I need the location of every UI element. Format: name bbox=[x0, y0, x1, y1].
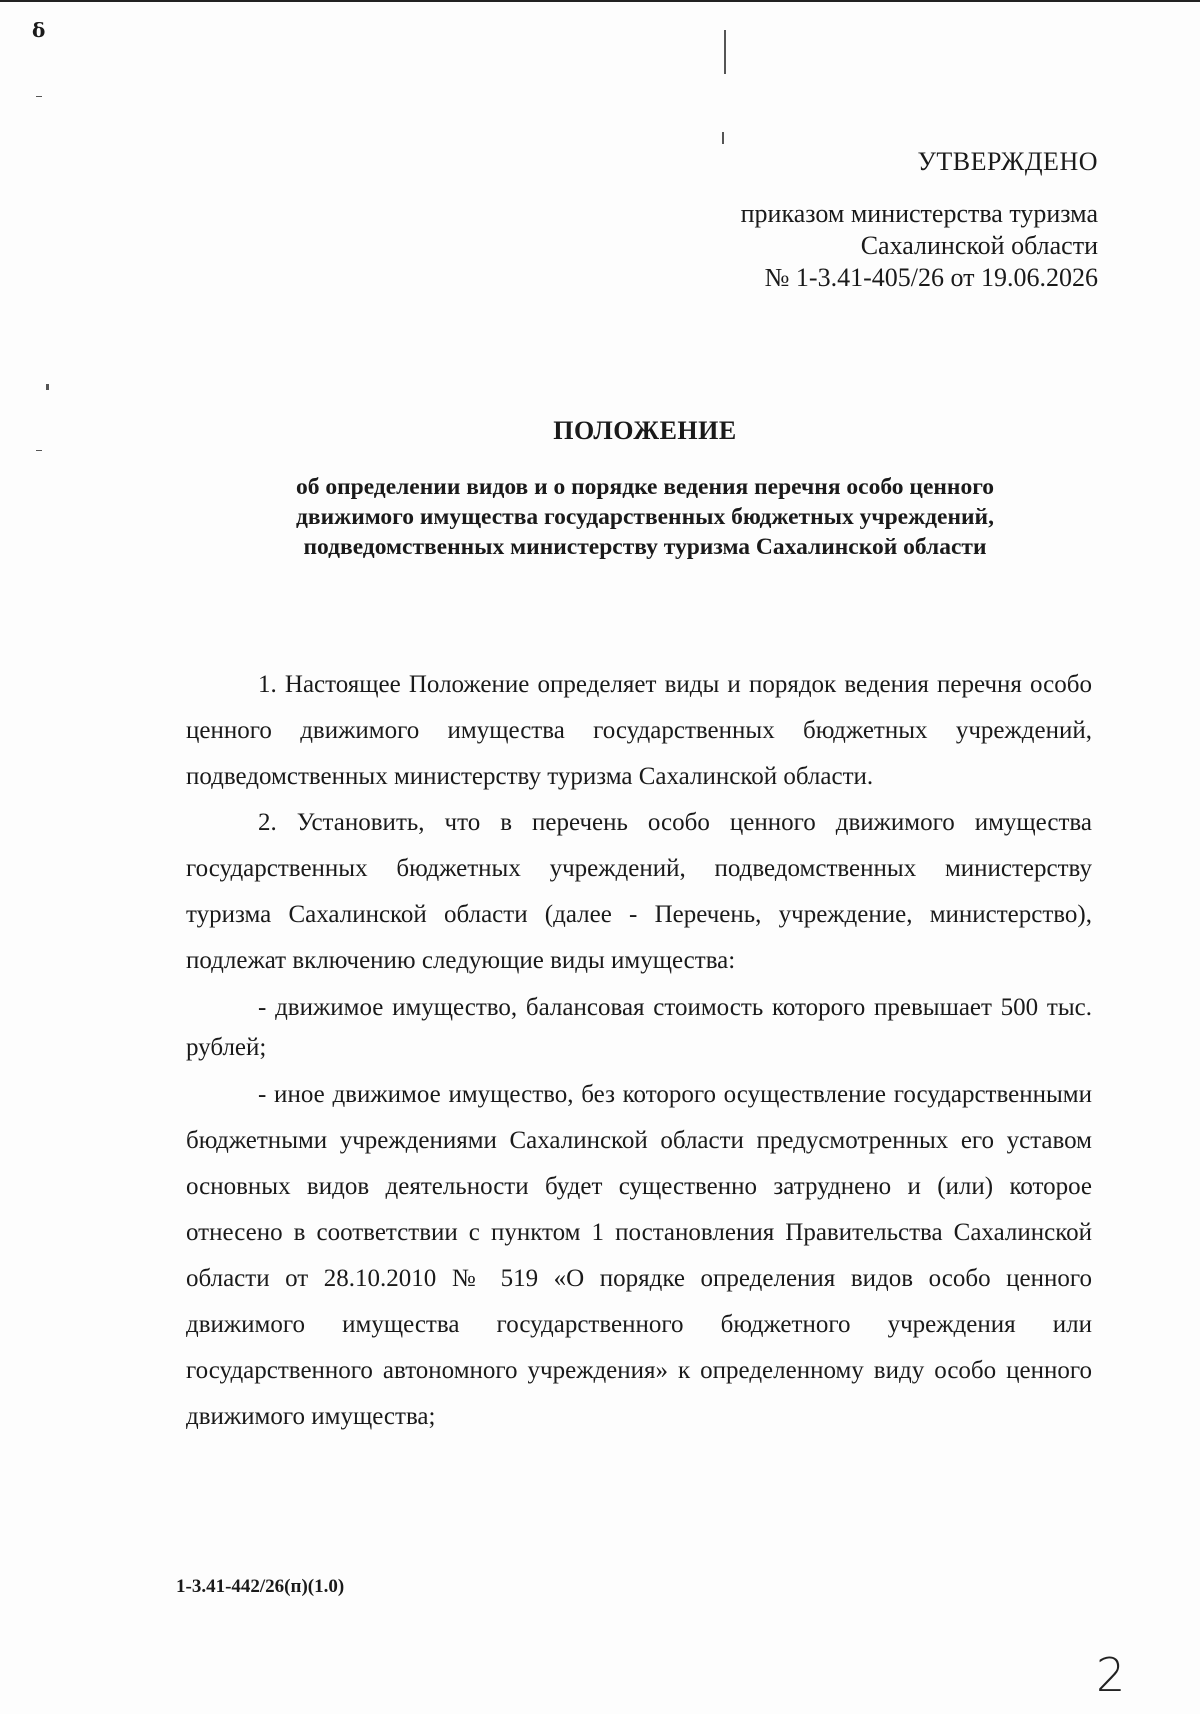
top-border-line bbox=[0, 0, 1200, 2]
list-item-balance-value: - движимое имущество, балансовая стоимость которого превышает 500 тыс. рублей; bbox=[186, 994, 1092, 1061]
document-body bbox=[186, 662, 1092, 1440]
document-code: 1-3.41-442/26(п)(1.0) bbox=[176, 1576, 345, 1597]
approval-order-line: приказом министерства туризма bbox=[740, 199, 1098, 228]
paragraph-2: 2. Установить, что в перечень особо ценного движимого имущества государственных бюджетных учреждений, подведомственных министерству туризма Сахалинской области (далее - Перечень, учреждение, министерство), подлежат включению следующие виды имущества: bbox=[186, 809, 1092, 974]
scan-corner-mark: ẟ bbox=[32, 20, 46, 42]
paragraph-1: 1. Настоящее Положение определяет виды и порядок ведения перечня особо ценного движимого имущества государственных бюджетных учреждений, подведомственных министерству туризма Сахалинской области. bbox=[186, 671, 1092, 790]
subtitle-line: подведомственных министерству туризма Сахалинской области bbox=[303, 534, 987, 560]
scan-artifact-mark bbox=[36, 450, 42, 451]
scan-artifact-mark bbox=[722, 132, 724, 144]
list-item-other-property: - иное движимое имущество, без которого осуществление государственными бюджетными учреждениями Сахалинской области предусмотренных его уставом основных видов деятельности будет существенно затруднено и (или) которое отнесено в соответствии с пунктом 1 постановления Правительства Сахалинской области от 28.10.2010 № 519 «О порядке определения видов особо ценного движимого имущества государственного бюджетного учреждения или государственного автономного учреждения» к определенному виду особо ценного движимого имущества; bbox=[186, 1081, 1092, 1430]
subtitle-line: движимого имущества государственных бюджетных учреждений, bbox=[296, 504, 994, 530]
approval-block bbox=[741, 146, 1098, 294]
document-subtitle bbox=[190, 472, 1100, 562]
approval-stamp: УТВЕРЖДЕНО bbox=[917, 147, 1098, 176]
document-title-block bbox=[190, 416, 1100, 562]
scan-artifact-mark bbox=[36, 96, 42, 97]
subtitle-line: об определении видов и о порядке ведения перечня особо ценного bbox=[295, 474, 995, 500]
scan-artifact-mark bbox=[724, 30, 726, 74]
handwritten-page-number: 2 bbox=[1096, 1648, 1126, 1702]
approval-region-line: Сахалинской области bbox=[860, 231, 1098, 260]
scan-artifact-mark bbox=[46, 384, 49, 390]
document-title: ПОЛОЖЕНИЕ bbox=[553, 416, 737, 445]
approval-number-line: № 1-3.41-405/26 от 19.06.2026 bbox=[764, 263, 1098, 292]
